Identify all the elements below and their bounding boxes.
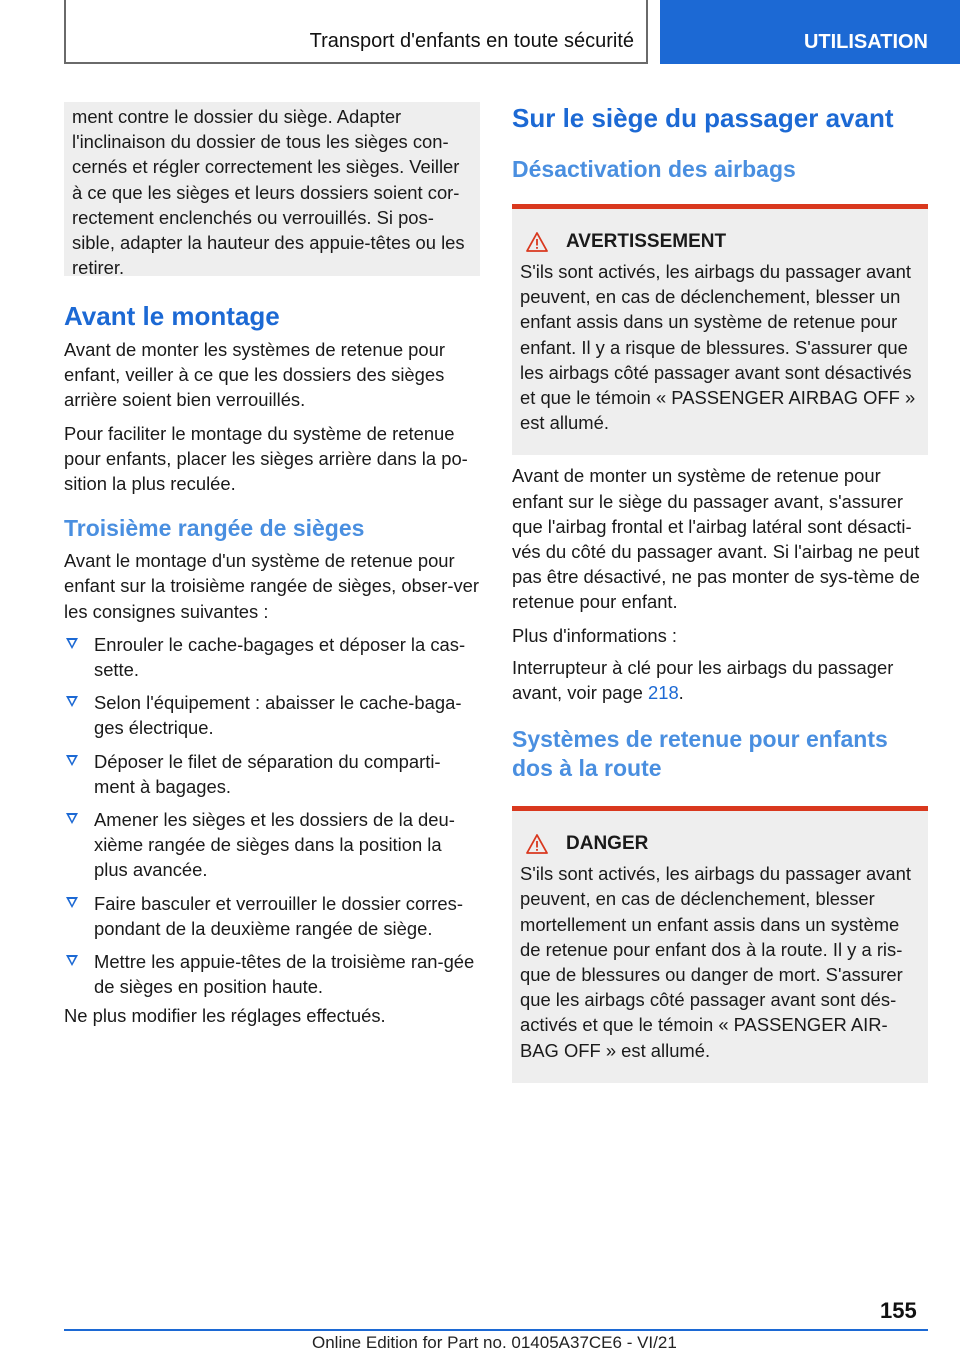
heading-avant-le-montage: Avant le montage [64,301,280,331]
warning-box [512,204,928,455]
warning-title: AVERTISSEMENT [566,231,727,252]
bullet-triangle-icon [66,813,78,824]
heading-dos-a-la-route: Systèmes de retenue pour enfants dos à la route [512,726,888,782]
warning-triangle-icon [526,834,548,854]
footer-edition: Online Edition for Part no. 01405A37CE6 - VI/21 [312,1333,677,1352]
list-item: Selon l'équipement : abaisser le cache-baga-ges électrique. [64,690,480,740]
page-reference-link[interactable]: 218 [647,682,679,704]
bullet-triangle-icon [66,755,78,766]
front-paragraph-1: Avant de monter un système de retenue pour enfant sur le siège du passager avant, s'assurer que l'airbag frontal et l'airbag latéral sont désacti-vés du côté du passager avant. Si l'airbag ne peut pas être désactivé, ne pas monter de sys-tème de retenue pour enfant. [512,465,920,613]
heading-troisieme-rangee: Troisième rangée de sièges [64,515,365,542]
reference-paragraph: Interrupteur à clé pour les airbags du passager avant, voir page 218. [512,656,894,704]
right-column [512,102,928,1083]
danger-box [512,806,928,1083]
header-section-title: Transport d'enfants en toute sécurité [64,0,648,64]
list-item: Enrouler le cache-bagages et déposer la cas-sette. [64,632,480,682]
page-number: 155 [880,1298,917,1323]
steps-list [64,632,480,1000]
left-column [64,102,480,1029]
heading-desactivation-airbags: Désactivation des airbags [512,156,796,182]
footer-divider [64,1329,928,1331]
mount-paragraph-2: Pour faciliter le montage du système de retenue pour enfants, placer les sièges arrière dans la po-sition la plus reculée. [64,422,468,495]
third-row-intro: Avant le montage d'un système de retenue pour enfant sur la troisième rangée de sièges, obser-ver les consignes suivantes : [64,550,480,622]
closing-note: Ne plus modifier les réglages effectués. [64,1005,386,1027]
list-item: Déposer le filet de séparation du comparti-ment à bagages. [64,749,480,799]
bullet-triangle-icon [66,955,78,966]
warning-text: S'ils sont activés, les airbags du passager avant peuvent, en cas de déclenchement, blesser un enfant assis dans un système de retenue pour enfant. Il y a risque de blessures. S'assurer que les airbags côté passager avant sont désactivés et que le témoin « PASSENGER AIRBAG OFF » est allumé. [520,261,916,434]
list-item: Amener les sièges et les dossiers de la deu-xième rangée de sièges dans la position la plus avancée. [64,807,480,883]
more-info-label: Plus d'informations : [512,624,678,646]
bullet-triangle-icon [66,696,78,707]
list-item: Faire basculer et verrouiller le dossier corres-pondant de la deuxième rangée de siège. [64,891,480,941]
bullet-triangle-icon [66,897,78,908]
list-item: Mettre les appuie-têtes de la troisième ran-gée de sièges en position haute. [64,949,480,999]
danger-title: DANGER [566,833,649,855]
heading-siege-passager-avant: Sur le siège du passager avant [512,103,894,133]
mount-paragraph-1: Avant de monter les systèmes de retenue pour enfant, veiller à ce que les dossiers des sièges arrière soient bien verrouillés. [64,339,445,411]
continuation-box: ment contre le dossier du siège. Adapter l'inclinaison du dossier de tous les sièges con-cernés et régler correctement les sièges. Veiller à ce que les sièges et leurs dossiers soient cor-rectement enclenchés ou verrouillés. Si pos-sible, adapter la hauteur des appuie-têtes ou les retirer. [64,102,480,276]
warning-triangle-icon [526,232,548,252]
bullet-triangle-icon [66,638,78,649]
header-chapter-tab: UTILISATION [660,0,960,64]
danger-text: S'ils sont activés, les airbags du passager avant peuvent, en cas de déclenchement, blesser mortellement un enfant assis dans un système de retenue pour enfant dos à la route. Il y a ris-que de blessures ou danger de mort. S'assurer que les airbags côté passager avant sont dés-activés et que le témoin « PASSENGER AIR-BAG OFF » est allumé. [520,863,911,1061]
